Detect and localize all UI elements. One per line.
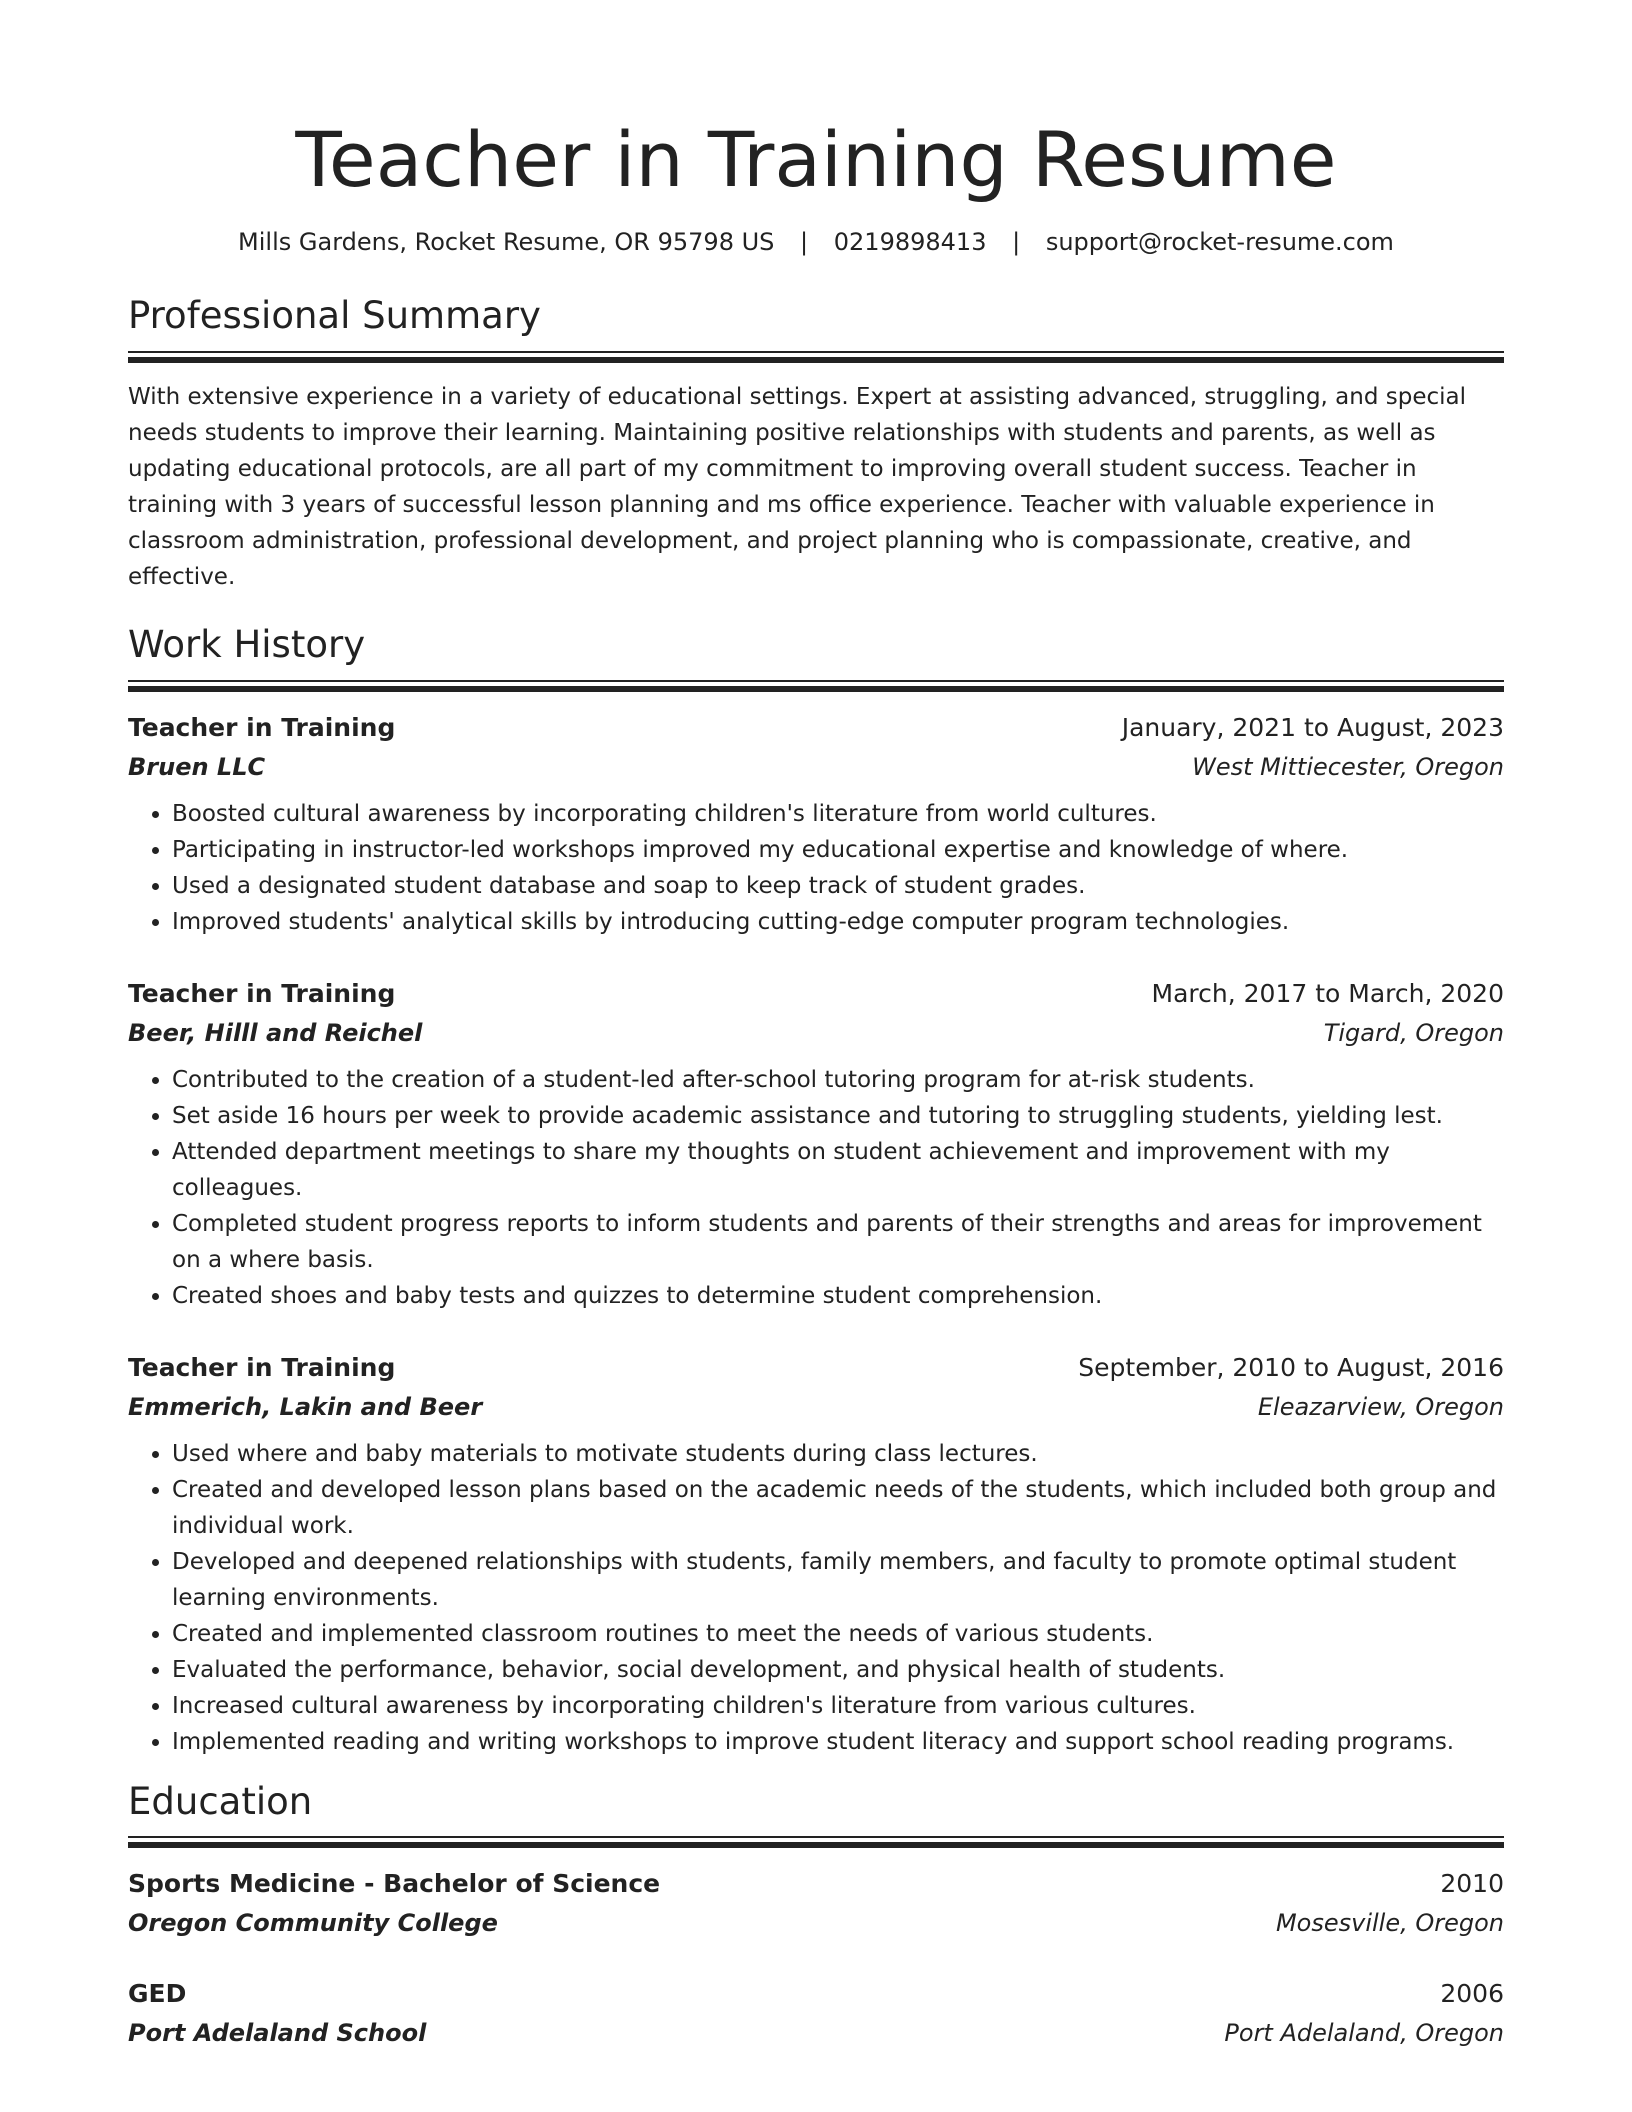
- degree-title: GED: [128, 1979, 187, 2009]
- job-duty: • Evaluated the performance, behavior, social development, and physical health of students.: [172, 1652, 1504, 1688]
- job-duty: • Used where and baby materials to motivate students during class lectures.: [172, 1436, 1504, 1472]
- job-company: Beer, Hilll and Reichel: [128, 1018, 423, 1047]
- job-duty: • Attended department meetings to share my thoughts on student achievement and improvement with my colleagues.: [172, 1134, 1504, 1206]
- job-company: Emmerich, Lakin and Beer: [128, 1392, 483, 1421]
- job-entry: [128, 708, 1504, 940]
- job-duty: • Increased cultural awareness by incorporating children's literature from various cultures.: [172, 1688, 1504, 1724]
- job-title: Teacher in Training: [128, 712, 396, 742]
- job-duty: • Developed and deepened relationships with students, family members, and faculty to promote optimal student learning environments.: [172, 1544, 1504, 1616]
- resume-title: Teacher in Training Resume: [295, 115, 1337, 204]
- school-name: Oregon Community College: [128, 1909, 498, 1938]
- summary-text: With extensive experience in a variety of educational settings. Expert at assisting advanced, struggling, and special needs students to improve their learning. Maintaining positive relationships with students and parents, as well as updating educational protocols, are all part of my commitment to improving overall student success. Teacher in training with 3 years of successful lesson planning and ms office experience. Teacher with valuable experience in classroom administration, professional development, and project planning who is compassionate, creative, and effective.: [128, 384, 1467, 591]
- contact-address: Mills Gardens, Rocket Resume, OR 95798 US: [238, 227, 775, 256]
- school-location: Port Adelaland, Oregon: [1224, 2019, 1504, 2048]
- work-history-heading: Work History: [128, 623, 366, 667]
- job-duty: • Contributed to the creation of a student-led after-school tutoring program for at-risk students.: [172, 1062, 1504, 1098]
- job-duty: • Participating in instructor-led workshops improved my educational expertise and knowledge of where.: [172, 832, 1504, 868]
- job-duty: • Completed student progress reports to inform students and parents of their strengths and areas for improvement on a where basis.: [172, 1206, 1504, 1278]
- job-duty: • Set aside 16 hours per week to provide academic assistance and tutoring to struggling students, yielding lest.: [172, 1098, 1504, 1134]
- job-location: Eleazarview, Oregon: [1257, 1392, 1504, 1421]
- job-dates: March, 2017 to March, 2020: [1151, 978, 1504, 1008]
- education-entry: [128, 1974, 1504, 2052]
- graduation-year: 2006: [1440, 1979, 1504, 2009]
- job-dates: September, 2010 to August, 2016: [1078, 1352, 1504, 1382]
- job-duties-list: [128, 796, 1504, 940]
- education-section: [128, 1779, 1504, 2053]
- section-divider: [128, 1836, 1504, 1846]
- job-duty: • Used a designated student database and soap to keep track of student grades.: [172, 868, 1504, 904]
- education-entry: [128, 1864, 1504, 1942]
- job-duties-list: [128, 1062, 1504, 1314]
- job-duty: • Created and implemented classroom routines to meet the needs of various students.: [172, 1616, 1504, 1652]
- school-name: Port Adelaland School: [128, 2019, 427, 2048]
- job-entry: [128, 974, 1504, 1314]
- job-duty: • Created shoes and baby tests and quizzes to determine student comprehension.: [172, 1278, 1504, 1314]
- job-title: Teacher in Training: [128, 978, 396, 1008]
- job-duty: • Implemented reading and writing workshops to improve student literacy and support school reading programs.: [172, 1724, 1504, 1760]
- job-entry: [128, 1348, 1504, 1760]
- contact-separator: |: [1012, 227, 1021, 256]
- job-location: Tigard, Oregon: [1323, 1018, 1504, 1047]
- degree-title: Sports Medicine - Bachelor of Science: [128, 1869, 661, 1899]
- school-location: Mosesville, Oregon: [1275, 1909, 1504, 1938]
- job-location: West Mittiecester, Oregon: [1192, 752, 1504, 781]
- work-history-section: [128, 625, 1504, 1760]
- contact-email: support@rocket-resume.com: [1045, 227, 1394, 256]
- job-title: Teacher in Training: [128, 1352, 396, 1382]
- summary-section: [128, 296, 1504, 595]
- contact-separator: |: [800, 227, 809, 256]
- contact-phone: 0219898413: [833, 227, 987, 256]
- education-heading: Education: [128, 1779, 313, 1823]
- summary-heading: Professional Summary: [128, 294, 541, 338]
- job-company: Bruen LLC: [128, 752, 266, 781]
- job-duty: • Boosted cultural awareness by incorporating children's literature from world cultures.: [172, 796, 1504, 832]
- section-divider: [128, 351, 1504, 361]
- job-duties-list: [128, 1436, 1504, 1760]
- graduation-year: 2010: [1440, 1869, 1504, 1899]
- job-duty: • Improved students' analytical skills by introducing cutting-edge computer program technologies.: [172, 904, 1504, 940]
- contact-line: [128, 228, 1504, 257]
- job-duty: • Created and developed lesson plans based on the academic needs of the students, which included both group and individual work.: [172, 1472, 1504, 1544]
- job-dates: January, 2021 to August, 2023: [1121, 712, 1504, 742]
- section-divider: [128, 680, 1504, 690]
